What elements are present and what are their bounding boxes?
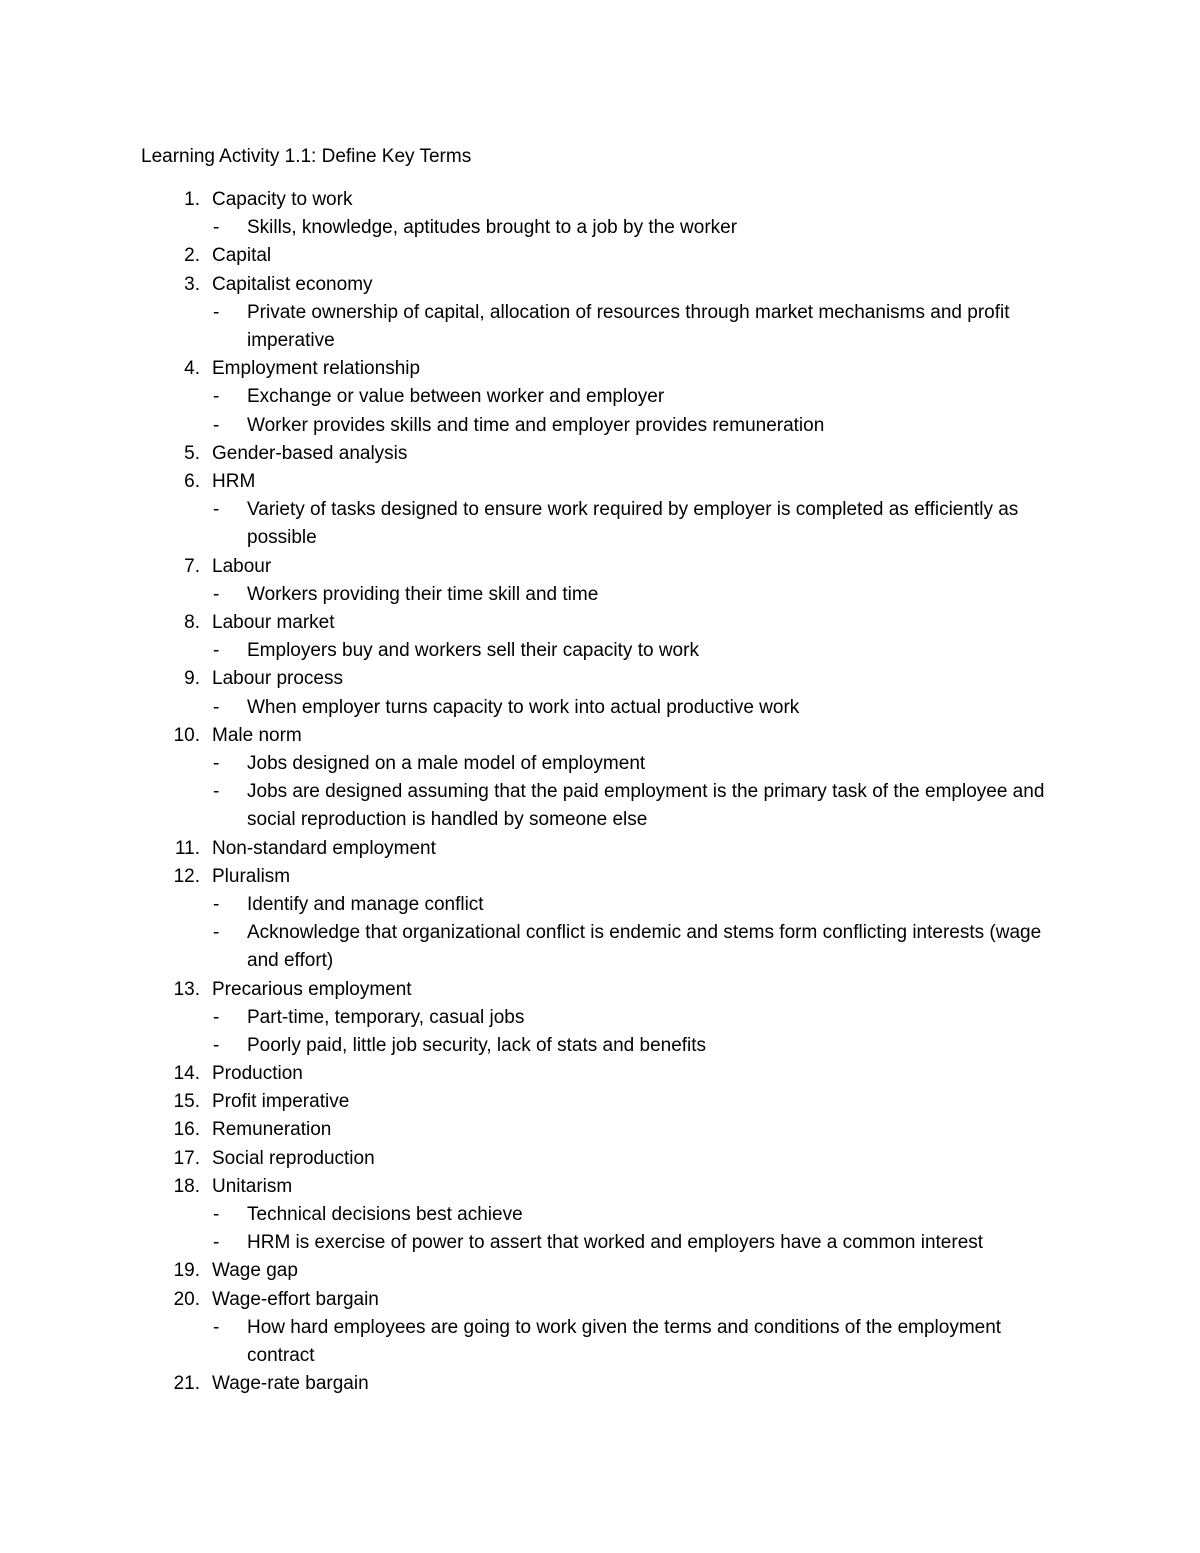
term-number: 13. — [173, 978, 200, 1000]
term-item — [0, 553, 1200, 609]
term-number: 8. — [184, 611, 200, 633]
dash-bullet: - — [213, 386, 220, 408]
term-item — [0, 440, 1200, 468]
term-line — [0, 1088, 1200, 1116]
term-item — [0, 271, 1200, 356]
definition-text: When employer turns capacity to work into actual productive work — [247, 696, 800, 718]
definition-item — [0, 1004, 1200, 1032]
definition-list — [0, 694, 1200, 722]
term-item — [0, 1116, 1200, 1144]
definition-text: Identify and manage conflict — [247, 893, 484, 915]
term-line — [0, 609, 1200, 637]
definition-item — [0, 694, 1200, 722]
term-number: 2. — [184, 245, 200, 267]
term-item — [0, 1088, 1200, 1116]
term-item — [0, 609, 1200, 665]
dash-bullet: - — [213, 696, 220, 718]
term-item — [0, 722, 1200, 835]
term-number: 11. — [174, 837, 200, 859]
term-label: Profit imperative — [212, 1091, 350, 1113]
term-item — [0, 1370, 1200, 1398]
term-label: Capital — [212, 245, 272, 267]
definition-list — [0, 750, 1200, 835]
dash-bullet: - — [213, 1316, 220, 1338]
dash-bullet: - — [213, 1204, 220, 1226]
definition-item — [0, 750, 1200, 778]
definition-text: Private ownership of capital, allocation of resources through market mechanisms and profit imperative — [247, 301, 1010, 351]
definition-text: HRM is exercise of power to assert that worked and employers have a common interest — [247, 1232, 984, 1254]
term-number: 5. — [184, 442, 200, 464]
term-line — [0, 553, 1200, 581]
definition-item — [0, 778, 1200, 834]
dash-bullet: - — [213, 640, 220, 662]
term-item — [0, 242, 1200, 270]
dash-bullet: - — [213, 217, 220, 239]
term-line — [0, 1173, 1200, 1201]
term-item — [0, 468, 1200, 553]
term-item — [0, 863, 1200, 976]
definition-item — [0, 919, 1200, 975]
term-label: Social reproduction — [212, 1147, 375, 1169]
definition-text: Jobs designed on a male model of employment — [247, 752, 646, 774]
term-label: Labour — [212, 555, 272, 577]
definition-item — [0, 637, 1200, 665]
term-line — [0, 1257, 1200, 1285]
term-line — [0, 1286, 1200, 1314]
term-item — [0, 1145, 1200, 1173]
term-number: 10. — [173, 724, 200, 746]
term-label: Unitarism — [212, 1175, 293, 1197]
dash-bullet: - — [213, 1034, 220, 1056]
dash-bullet: - — [213, 922, 220, 944]
term-line — [0, 1060, 1200, 1088]
term-number: 12. — [173, 865, 200, 887]
term-number: 14. — [173, 1063, 200, 1085]
term-label: Non-standard employment — [212, 837, 436, 859]
term-item — [0, 665, 1200, 721]
dash-bullet: - — [213, 752, 220, 774]
definition-item — [0, 1314, 1200, 1370]
definition-item — [0, 496, 1200, 552]
definition-text: Technical decisions best achieve — [247, 1204, 523, 1226]
term-line — [0, 1370, 1200, 1398]
term-number: 6. — [184, 470, 200, 492]
definition-list — [0, 299, 1200, 355]
term-label: Employment relationship — [212, 358, 421, 380]
term-line — [0, 440, 1200, 468]
definition-text: Employers buy and workers sell their capacity to work — [247, 640, 699, 662]
term-item — [0, 355, 1200, 440]
definition-item — [0, 1229, 1200, 1257]
term-number: 3. — [184, 273, 200, 295]
dash-bullet: - — [213, 1006, 220, 1028]
term-label: Capitalist economy — [212, 273, 373, 295]
definition-list — [0, 1314, 1200, 1370]
definition-list — [0, 383, 1200, 439]
term-number: 17. — [173, 1147, 200, 1169]
term-line — [0, 1116, 1200, 1144]
term-number: 9. — [184, 668, 200, 690]
definition-item — [0, 1201, 1200, 1229]
definition-text: Workers providing their time skill and time — [247, 583, 599, 605]
term-item — [0, 1286, 1200, 1371]
definition-text: Variety of tasks designed to ensure work required by employer is completed as efficiently as possible — [247, 499, 1019, 549]
dash-bullet: - — [213, 414, 220, 436]
term-item — [0, 1060, 1200, 1088]
term-number: 4. — [184, 358, 200, 380]
term-number: 16. — [173, 1119, 200, 1141]
definition-item — [0, 581, 1200, 609]
definition-item — [0, 383, 1200, 411]
definition-text: Part-time, temporary, casual jobs — [247, 1006, 525, 1028]
term-label: Wage-effort bargain — [212, 1288, 379, 1310]
definition-list — [0, 1201, 1200, 1257]
definition-list — [0, 214, 1200, 242]
document-title: Learning Activity 1.1: Define Key Terms — [141, 146, 472, 167]
term-number: 15. — [173, 1091, 200, 1113]
definition-text: Exchange or value between worker and employer — [247, 386, 665, 408]
term-line — [0, 271, 1200, 299]
definition-list — [0, 581, 1200, 609]
definition-list — [0, 496, 1200, 552]
term-label: Male norm — [212, 724, 302, 746]
term-label: Capacity to work — [212, 189, 353, 210]
term-line — [0, 863, 1200, 891]
term-line — [0, 835, 1200, 863]
term-number: 19. — [173, 1260, 200, 1282]
term-line — [0, 186, 1200, 214]
dash-bullet: - — [213, 499, 220, 521]
definition-text: Skills, knowledge, aptitudes brought to a job by the worker — [247, 217, 738, 239]
term-number: 21. — [173, 1373, 200, 1395]
term-label: Labour market — [212, 611, 335, 633]
definition-item — [0, 214, 1200, 242]
term-label: Wage-rate bargain — [212, 1373, 369, 1395]
definition-text: Jobs are designed assuming that the paid employment is the primary task of the employee and social reproduction is handled by someone else — [247, 781, 1045, 831]
dash-bullet: - — [213, 1232, 220, 1254]
term-number: 18. — [173, 1175, 200, 1197]
term-number: 7. — [184, 555, 200, 577]
term-line — [0, 355, 1200, 383]
definition-list — [0, 1004, 1200, 1060]
term-label: Remuneration — [212, 1119, 332, 1141]
dash-bullet: - — [213, 893, 220, 915]
term-label: Pluralism — [212, 865, 291, 887]
key-terms-list — [0, 186, 1200, 1398]
term-number: 20. — [173, 1288, 200, 1310]
definition-item — [0, 1032, 1200, 1060]
dash-bullet: - — [213, 583, 220, 605]
term-label: Production — [212, 1063, 303, 1085]
definition-text: How hard employees are going to work given the terms and conditions of the employment contract — [247, 1316, 1002, 1367]
term-label: Precarious employment — [212, 978, 412, 1000]
term-line — [0, 468, 1200, 496]
term-item — [0, 1173, 1200, 1258]
definition-item — [0, 891, 1200, 919]
term-line — [0, 976, 1200, 1004]
definition-text: Poorly paid, little job security, lack of stats and benefits — [247, 1034, 707, 1056]
dash-bullet: - — [213, 301, 220, 323]
term-label: Gender-based analysis — [212, 442, 408, 464]
definition-item — [0, 412, 1200, 440]
term-line — [0, 665, 1200, 693]
definition-list — [0, 637, 1200, 665]
dash-bullet: - — [213, 781, 220, 803]
term-number: 1. — [184, 189, 200, 210]
term-line — [0, 1145, 1200, 1173]
definition-text: Worker provides skills and time and employer provides remuneration — [247, 414, 825, 436]
term-line — [0, 722, 1200, 750]
term-label: HRM — [212, 470, 256, 492]
term-label: Labour process — [212, 668, 343, 690]
term-label: Wage gap — [212, 1260, 298, 1282]
term-item — [0, 186, 1200, 242]
definition-list — [0, 891, 1200, 976]
definition-text: Acknowledge that organizational conflict is endemic and stems form conflicting interests (wage and effort) — [247, 922, 1042, 972]
definition-item — [0, 299, 1200, 355]
term-line — [0, 242, 1200, 270]
term-item — [0, 1257, 1200, 1285]
term-item — [0, 976, 1200, 1061]
term-item — [0, 835, 1200, 863]
